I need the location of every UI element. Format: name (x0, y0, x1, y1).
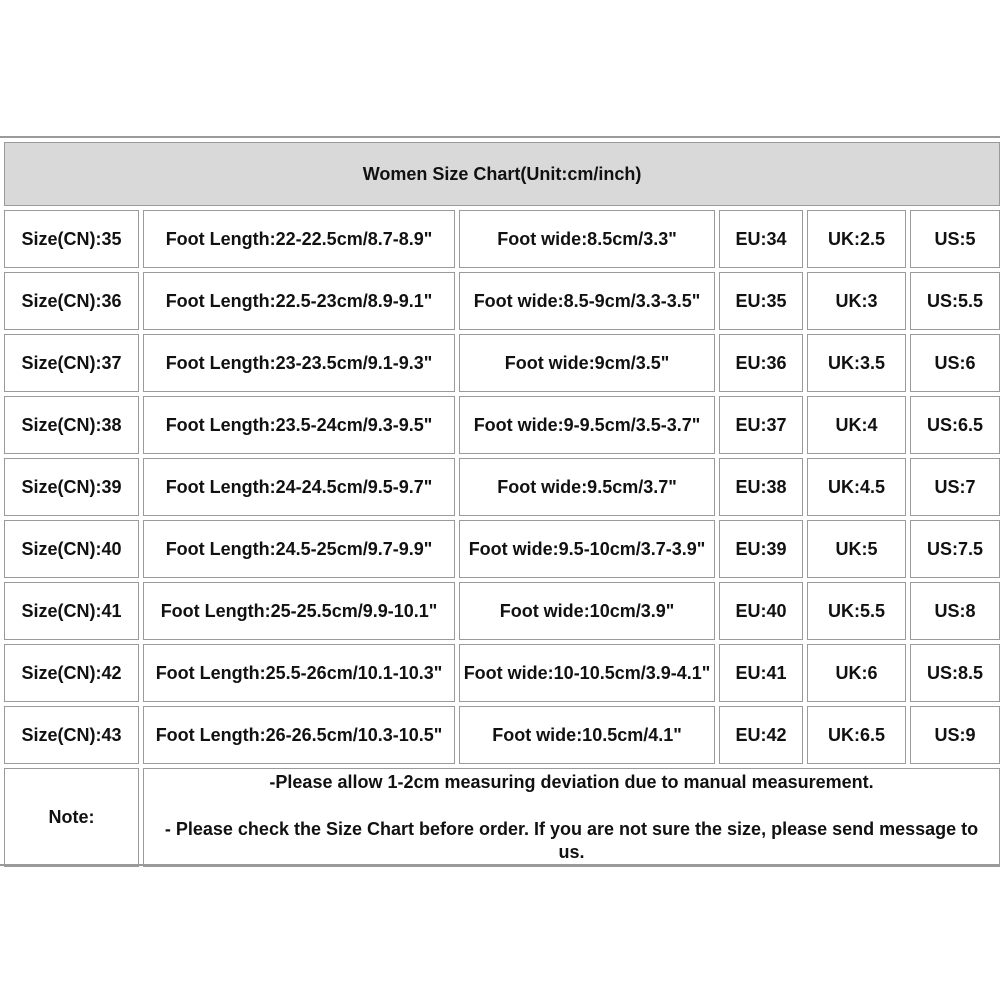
size-chart-title: Women Size Chart(Unit:cm/inch) (4, 142, 1000, 206)
size-cn-cell: Size(CN):43 (4, 706, 139, 764)
table-row (4, 520, 1000, 578)
uk-size-cell: UK:6 (807, 644, 906, 702)
uk-size-cell: UK:2.5 (807, 210, 906, 268)
foot-length-cell: Foot Length:25-25.5cm/9.9-10.1" (143, 582, 455, 640)
foot-length-cell: Foot Length:23.5-24cm/9.3-9.5" (143, 396, 455, 454)
foot-length-cell: Foot Length:23-23.5cm/9.1-9.3" (143, 334, 455, 392)
size-cn-cell: Size(CN):37 (4, 334, 139, 392)
us-size-cell: US:7.5 (910, 520, 1000, 578)
eu-size-cell: EU:41 (719, 644, 803, 702)
table-row (4, 582, 1000, 640)
eu-size-cell: EU:37 (719, 396, 803, 454)
foot-wide-cell: Foot wide:9.5cm/3.7" (459, 458, 715, 516)
us-size-cell: US:6 (910, 334, 1000, 392)
table-row (4, 396, 1000, 454)
eu-size-cell: EU:34 (719, 210, 803, 268)
foot-length-cell: Foot Length:26-26.5cm/10.3-10.5" (143, 706, 455, 764)
size-chart-table (0, 138, 1000, 871)
foot-wide-cell: Foot wide:10.5cm/4.1" (459, 706, 715, 764)
us-size-cell: US:8.5 (910, 644, 1000, 702)
us-size-cell: US:5 (910, 210, 1000, 268)
note-line-measurement: -Please allow 1-2cm measuring deviation due to manual measurement. (269, 772, 874, 792)
uk-size-cell: UK:6.5 (807, 706, 906, 764)
size-cn-cell: Size(CN):36 (4, 272, 139, 330)
foot-length-cell: Foot Length:22-22.5cm/8.7-8.9" (143, 210, 455, 268)
size-cn-cell: Size(CN):35 (4, 210, 139, 268)
size-cn-cell: Size(CN):41 (4, 582, 139, 640)
eu-size-cell: EU:40 (719, 582, 803, 640)
eu-size-cell: EU:36 (719, 334, 803, 392)
us-size-cell: US:6.5 (910, 396, 1000, 454)
foot-length-cell: Foot Length:25.5-26cm/10.1-10.3" (143, 644, 455, 702)
table-row (4, 334, 1000, 392)
foot-wide-cell: Foot wide:9-9.5cm/3.5-3.7" (459, 396, 715, 454)
eu-size-cell: EU:42 (719, 706, 803, 764)
uk-size-cell: UK:4 (807, 396, 906, 454)
table-row (4, 706, 1000, 764)
foot-wide-cell: Foot wide:8.5cm/3.3" (459, 210, 715, 268)
note-line-check-chart: - Please check the Size Chart before order. If you are not sure the size, please send message to us. (164, 819, 979, 862)
foot-wide-cell: Foot wide:9cm/3.5" (459, 334, 715, 392)
eu-size-cell: EU:39 (719, 520, 803, 578)
foot-length-cell: Foot Length:24-24.5cm/9.5-9.7" (143, 458, 455, 516)
us-size-cell: US:8 (910, 582, 1000, 640)
us-size-cell: US:7 (910, 458, 1000, 516)
foot-wide-cell: Foot wide:10-10.5cm/3.9-4.1" (459, 644, 715, 702)
uk-size-cell: UK:3 (807, 272, 906, 330)
eu-size-cell: EU:35 (719, 272, 803, 330)
table-row (4, 458, 1000, 516)
table-row (4, 272, 1000, 330)
table-row (4, 644, 1000, 702)
foot-wide-cell: Foot wide:9.5-10cm/3.7-3.9" (459, 520, 715, 578)
size-cn-cell: Size(CN):40 (4, 520, 139, 578)
note-label: Note: (4, 768, 139, 867)
us-size-cell: US:5.5 (910, 272, 1000, 330)
foot-wide-cell: Foot wide:10cm/3.9" (459, 582, 715, 640)
uk-size-cell: UK:5 (807, 520, 906, 578)
note-text (143, 768, 1000, 867)
size-chart (0, 136, 1000, 866)
note-row (4, 768, 1000, 867)
uk-size-cell: UK:4.5 (807, 458, 906, 516)
size-cn-cell: Size(CN):38 (4, 396, 139, 454)
size-cn-cell: Size(CN):42 (4, 644, 139, 702)
note-spacer (152, 794, 991, 818)
uk-size-cell: UK:3.5 (807, 334, 906, 392)
uk-size-cell: UK:5.5 (807, 582, 906, 640)
eu-size-cell: EU:38 (719, 458, 803, 516)
foot-wide-cell: Foot wide:8.5-9cm/3.3-3.5" (459, 272, 715, 330)
foot-length-cell: Foot Length:22.5-23cm/8.9-9.1" (143, 272, 455, 330)
size-cn-cell: Size(CN):39 (4, 458, 139, 516)
table-row (4, 210, 1000, 268)
foot-length-cell: Foot Length:24.5-25cm/9.7-9.9" (143, 520, 455, 578)
us-size-cell: US:9 (910, 706, 1000, 764)
